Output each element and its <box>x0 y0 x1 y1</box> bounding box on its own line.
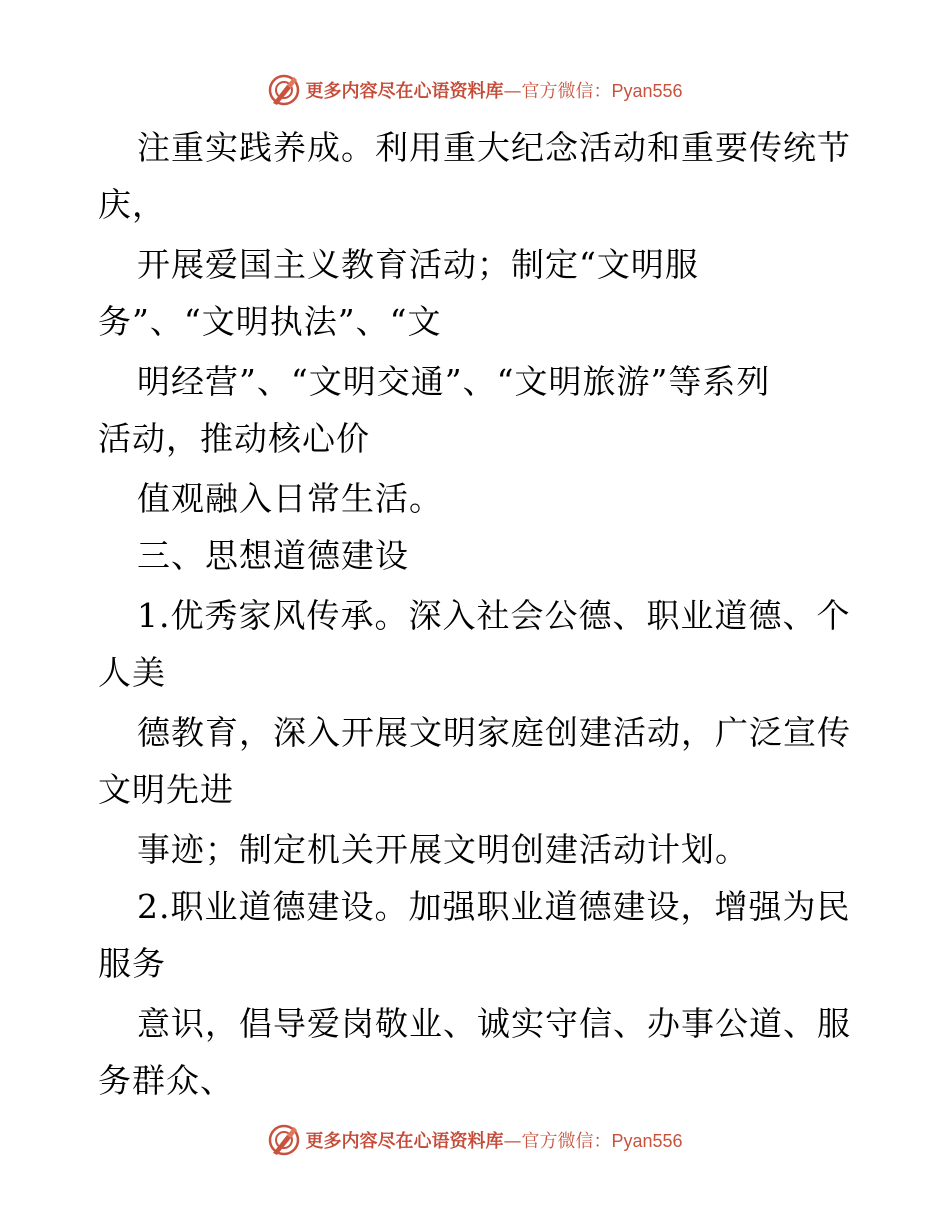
text-line: 服务 <box>98 944 166 983</box>
text-line: 意识，倡导爱岗敬业、诚实守信、办事公道、服 <box>137 1004 851 1043</box>
footer-watermark <box>0 1120 950 1160</box>
watermark-site-name: 更多内容尽在心语资料库 <box>305 81 504 102</box>
watermark-dash: — <box>503 1131 522 1152</box>
text-line: 德教育，深入开展文明家庭创建活动，广泛宣传 <box>137 713 851 752</box>
text-line: 务群众、 <box>98 1061 234 1100</box>
text-line: 庆， <box>98 185 166 224</box>
text-line: 值观融入日常生活。 <box>137 479 443 518</box>
text-line: 活动，推动核心价 <box>98 419 370 458</box>
text-line: 开展爱国主义教育活动；制定“文明服 <box>137 245 699 284</box>
watermark-wechat-id: Pyan556 <box>611 1131 683 1151</box>
text-line: 明经营”、“文明交通”、“文明旅游”等系列 <box>137 362 771 401</box>
text-line: 人美 <box>98 653 166 692</box>
text-line: 务”、“文明执法”、“文 <box>98 302 442 341</box>
pen-logo-icon <box>267 1123 301 1157</box>
text-line: 事迹；制定机关开展文明创建活动计划。 <box>137 830 749 869</box>
watermark-dash: — <box>503 81 522 102</box>
watermark-text <box>305 1127 682 1153</box>
watermark-site-name: 更多内容尽在心语资料库 <box>305 1131 504 1152</box>
text-line: 1.优秀家风传承。深入社会公德、职业道德、个 <box>137 596 851 635</box>
pen-logo-icon <box>267 73 301 107</box>
watermark-wechat-id: Pyan556 <box>611 81 683 101</box>
section-heading: 三、思想道德建设 <box>137 536 409 575</box>
watermark-wechat-label: 官方微信： <box>521 1131 612 1152</box>
watermark-text <box>305 77 682 103</box>
watermark-wechat-label: 官方微信： <box>521 81 612 102</box>
header-watermark <box>0 70 950 110</box>
text-line: 2.职业道德建设。加强职业道德建设，增强为民 <box>137 887 851 926</box>
text-line: 文明先进 <box>98 770 234 809</box>
text-line: 注重实践养成。利用重大纪念活动和重要传统节 <box>137 128 851 167</box>
